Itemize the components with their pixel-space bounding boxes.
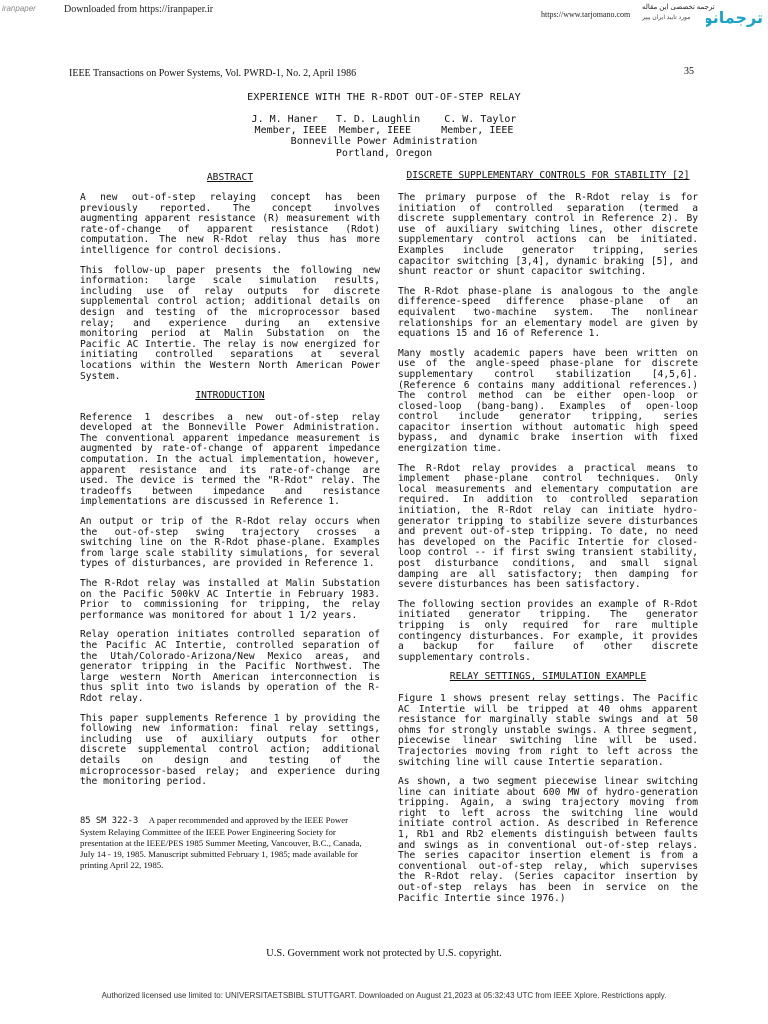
author-names: J. M. Haner T. D. Laughlin C. W. Taylor <box>251 114 517 125</box>
page-number: 35 <box>684 66 694 77</box>
author-membership: Member, IEEE Member, IEEE Member, IEEE <box>254 125 514 136</box>
downloaded-from-link[interactable]: Downloaded from https://iranpaper.ir <box>64 4 214 15</box>
license-notice: Authorized licensed use limited to: UNIVERSITAETSBIBL STUTTGART. Downloaded on August 21,2023 at 05:32:43 UTC from IEEE Xplore. Restrictions apply. <box>101 991 667 1000</box>
discrete-paragraph: Many mostly academic papers have been written on use of the angle-speed phase-plane for discrete supplementary control stabilization [4,5,6]. (Reference 6 contains many additional references.) The control method can be either open-loop or closed-loop (bang-bang). Examples of open-loop control include generator tripping, series capacitor insertion without automatic high speed bypass, and dynamic brake insertion with fixed energization time. <box>398 347 698 455</box>
tarjomano-logo-icon <box>706 4 764 30</box>
intro-paragraph: Relay operation initiates controlled separation of the Pacific AC Intertie, controlled separation of the Utah/Colorado-Arizona/New Mexico areas, and generator tripping in the Pacific Northwest. The large western North American interconnection is thus split into two islands by operation of the R-Rdot relay. <box>80 629 380 704</box>
tarjomano-url-link[interactable]: https://www.tarjomano.com <box>541 10 631 19</box>
settings-paragraph: As shown, a two segment piecewise linear switching line can initiate about 600 MW of hydro-generation tripping. Again, a swing trajectory moving from right to left across the switching line would initiate control action. As described in Reference 1, Rb1 and Rb2 elements distinguish between faults and swings as in conventional out-of-step relays. The series capacitor insertion element is from a conventional out-of-step relay, which supervises the R-Rdot relay. (Series capacitor insertion by out-of-step relays has been in service on the Pacific Intertie since 1976.) <box>398 776 698 904</box>
download-banner <box>0 0 768 27</box>
discrete-controls-heading: DISCRETE SUPPLEMENTARY CONTROLS FOR STABILITY [2] <box>406 170 690 181</box>
journal-citation: IEEE Transactions on Power Systems, Vol. PWRD-1, No. 2, April 1986 <box>69 68 357 79</box>
intro-paragraph: An output or trip of the R-Rdot relay occurs when the out-of-step swing trajectory crosses a switching line on the R-Rdot phase-plane. Examples from large scale stability simulations, for several types of disturbances, are provided in Reference 1. <box>80 516 380 570</box>
intro-paragraph: Reference 1 describes a new out-of-step relay developed at the Bonneville Power Administration. The conventional apparent impedance measurement is augmented by rate-of-change of apparent impedance computation. In the actual implementation, however, apparent resistance and its rate-of-change are used. The device is termed the "R-Rdot" relay. The tradeoffs between impedance and resistance implementations are discussed in Reference 1. <box>80 411 380 508</box>
paper-title: EXPERIENCE WITH THE R-RDOT OUT-OF-STEP RELAY <box>247 92 521 103</box>
intro-paragraph: The R-Rdot relay was installed at Malin Substation on the Pacific 500kV AC Intertie in February 1983. Prior to commissioning for tripping, the relay performance was monitored for about 1 1/2 years. <box>80 578 380 621</box>
author-organization: Bonneville Power Administration <box>290 136 478 147</box>
iranpaper-logo: iranpaper <box>2 4 36 13</box>
tarjomano-logo[interactable] <box>706 4 764 30</box>
right-column <box>398 193 698 913</box>
left-column <box>80 193 380 797</box>
introduction-heading: INTRODUCTION <box>195 390 265 402</box>
copyright-notice: U.S. Government work not protected by U.S. copyright. <box>266 948 502 959</box>
discrete-paragraph: The primary purpose of the R-Rdot relay is for initiation of controlled separation (termed a discrete supplementary control in Reference 2). By use of auxiliary switching lines, other discrete supplementary control actions can be initiated. Examples include generator tripping, series capacitor switching [3,4], dynamic braking [5], and shunt reactor or shunt capacitor switching. <box>398 192 698 278</box>
discrete-paragraph: The R-Rdot relay provides a practical means to implement phase-plane control techniques. Only local measurements and elementary computation are required. In addition to controlled separation initiation, the R-Rdot relay can initiate hydro-generator tripping to stabilize severe disturbances and prevent out-of-step tripping. To date, no need has developed on the Pacific Intertie for closed-loop control -- if first swing transient stability, post disturbance conditions, and small signal damping are all satisfactory; then damping for severe disturbances has been satisfactory. <box>398 462 698 591</box>
relay-settings-heading: RELAY SETTINGS, SIMULATION EXAMPLE <box>449 671 647 683</box>
abstract-paragraph: A new out-of-step relaying concept has been previously reported. The concept involves augmenting apparent resistance (R) measurement with rate-of-change of apparent resistance (Rdot) computation. The new R-Rdot relay thus has more intelligence for control decisions. <box>80 192 380 256</box>
tarjomano-subtagline: مورد تایید ایران پیپر <box>642 15 691 21</box>
discrete-paragraph: The following section provides an example of R-Rdot initiated generator tripping. The generator tripping is only required for rare multiple contingency disturbances. For example, it provides a backup for failure of other discrete supplementary controls. <box>398 598 698 663</box>
svg-text:ترجمانو: ترجمانو <box>706 8 763 27</box>
footnote <box>80 815 365 871</box>
footnote-text: A paper recommended and approved by the IEEE Power System Relaying Committee of the IEEE Power Engineering Society for presentation at the IEEE/PES 1985 Summer Meeting, Vancouver, B.C., Canada, July 14 - 19, 1985. Manuscript submitted February 1, 1985; made available for printing April 22, 1985. <box>80 815 362 870</box>
discrete-paragraph: The R-Rdot phase-plane is analogous to the angle difference-speed difference phase-plane of an equivalent two-machine system. The nonlinear relationships for an elementary model are given by equations 15 and 16 of Reference 1. <box>398 285 698 340</box>
abstract-heading: ABSTRACT <box>206 172 254 183</box>
author-location: Portland, Oregon <box>335 148 433 159</box>
settings-paragraph: Figure 1 shows present relay settings. The Pacific AC Intertie will be tripped at 40 ohms apparent resistance for marginally stable swings and at 50 ohms for strongly unstable swings. A three segment, piecewise linear switching line will be used. Trajectories moving from right to left across the switching line will cause Intertie separation. <box>398 692 698 768</box>
intro-paragraph: This paper supplements Reference 1 by providing the following new information: final relay settings, including use of auxiliary outputs for other discrete supplemental control action; additional details on design and testing of the microprocessor-based relay; and experience during the monitoring period. <box>80 712 380 788</box>
tarjomano-tagline: ترجمه تخصصی این مقاله <box>642 4 715 11</box>
abstract-paragraph: This follow-up paper presents the following new information: large scale simulation results, including use of relay outputs for discrete supplemental control action; additional details on design and testing of the microprocessor based relay; and experience during an extensive monitoring period at Malin Substation on the Pacific AC Intertie. The relay is now energized for initiating controlled separations at several locations within the Western North American Power System. <box>80 264 380 382</box>
footnote-paper-number: 85 SM 322-3 <box>80 816 139 826</box>
